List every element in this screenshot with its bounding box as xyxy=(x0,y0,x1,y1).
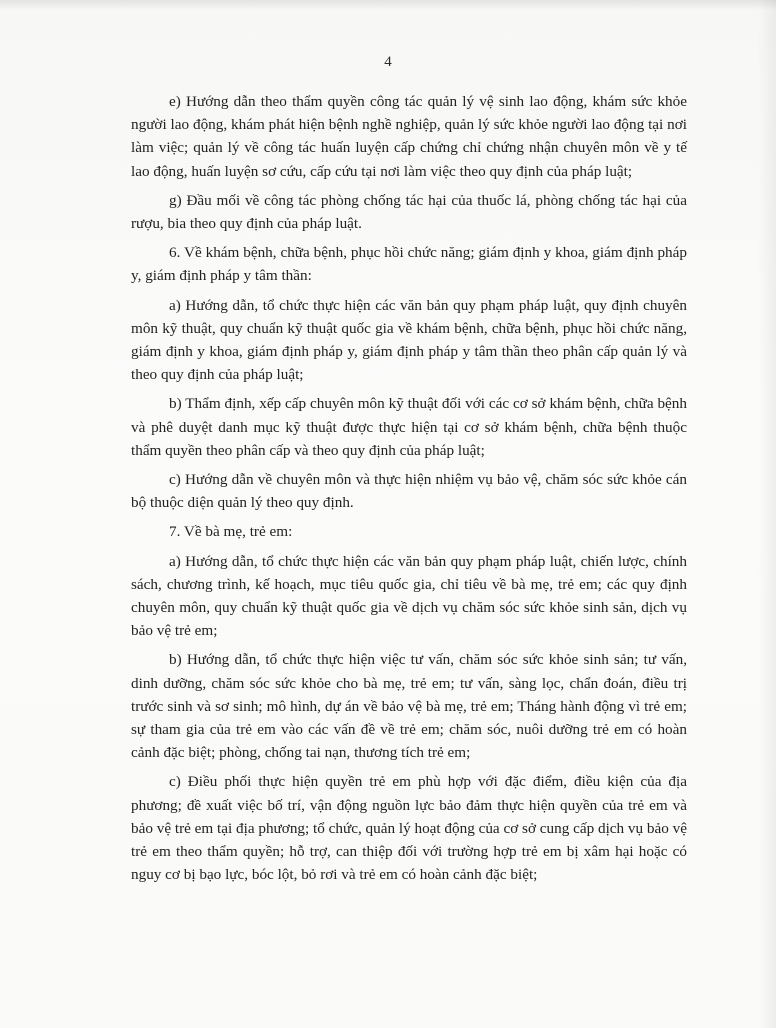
section-7-heading: 7. Về bà mẹ, trẻ em: xyxy=(169,523,293,541)
paragraph-g-tobacco-alcohol: g) Đầu mối về công tác phòng chống tác hại của thuốc lá, phòng chống tác hại của rượu, bia theo quy định của pháp luật. xyxy=(131,191,687,233)
paragraph-6c: c) Hướng dẫn về chuyên môn và thực hiện nhiệm vụ bảo vệ, chăm sóc sức khỏe cán bộ thuộc diện quản lý theo quy định. xyxy=(131,471,687,512)
right-shadow xyxy=(758,0,776,1028)
page-number: 4 xyxy=(384,54,392,70)
paragraph-6a: a) Hướng dẫn, tổ chức thực hiện các văn bản quy phạm pháp luật, quy định chuyên môn kỹ thuật, quy chuẩn kỹ thuật quốc gia về khám bệnh, chữa bệnh, phục hồi chức năng, giám định y khoa, giám định pháp y, giám định pháp y tâm thần theo phân cấp quản lý và theo quy định của pháp luật; xyxy=(131,296,687,384)
paragraph-e-occupational-health: e) Hướng dẫn theo thẩm quyền công tác quản lý vệ sinh lao động, khám sức khỏe người lao động, khám phát hiện bệnh nghề nghiệp, quản lý sức khỏe người lao động tại nơi làm việc; quản lý về công tác huấn luyện cấp chứng chỉ chứng nhận chuyên môn về y tế lao động, huấn luyện sơ cứu, cấp cứu tại nơi làm việc theo quy định của pháp luật; xyxy=(131,93,687,180)
paragraph-6b: b) Thẩm định, xếp cấp chuyên môn kỹ thuật đối với các cơ sở khám bệnh, chữa bệnh và phê duyệt danh mục kỹ thuật được thực hiện tại cơ sở khám bệnh, chữa bệnh thuộc thẩm quyền theo phân cấp và theo quy định của pháp luật; xyxy=(131,395,687,459)
top-shadow xyxy=(0,0,776,10)
paragraph-7b: b) Hướng dẫn, tổ chức thực hiện việc tư vấn, chăm sóc sức khỏe sinh sản; tư vấn, dinh dưỡng, chăm sóc sức khỏe cho bà mẹ, trẻ em; tư vấn, sàng lọc, chẩn đoán, điều trị trước sinh và sơ sinh; mô hình, dự án về bảo vệ bà mẹ, trẻ em; Tháng hành động vì trẻ em; sự tham gia của trẻ em vào các vấn đề về trẻ em; chăm sóc, nuôi dưỡng trẻ em có hoàn cảnh đặc biệt; phòng, chống tai nạn, thương tích trẻ em; xyxy=(131,651,687,762)
paragraph-7c: c) Điều phối thực hiện quyền trẻ em phù hợp với đặc điểm, điều kiện của địa phương; đề xuất việc bố trí, vận động nguồn lực bảo đảm thực hiện quyền của trẻ em và bảo vệ trẻ em tại địa phương; tổ chức, quản lý hoạt động của cơ sở cung cấp dịch vụ bảo vệ trẻ em theo thẩm quyền; hỗ trợ, can thiệp đối với trường hợp trẻ em bị xâm hại hoặc có nguy cơ bị bạo lực, bóc lột, bỏ rơi và trẻ em có hoàn cảnh đặc biệt; xyxy=(131,773,687,884)
paragraph-7a: a) Hướng dẫn, tổ chức thực hiện các văn bản quy phạm pháp luật, chiến lược, chính sách, chương trình, kế hoạch, mục tiêu quốc gia, chỉ tiêu về bà mẹ, trẻ em; các quy định chuyên môn, quy chuẩn kỹ thuật quốc gia về dịch vụ chăm sóc sức khỏe sinh sản, dịch vụ bảo vệ trẻ em; xyxy=(131,552,687,640)
section-6-heading: 6. Về khám bệnh, chữa bệnh, phục hồi chức năng; giám định y khoa, giám định pháp y, giám định pháp y tâm thần: xyxy=(131,244,687,285)
document-body xyxy=(131,90,687,893)
